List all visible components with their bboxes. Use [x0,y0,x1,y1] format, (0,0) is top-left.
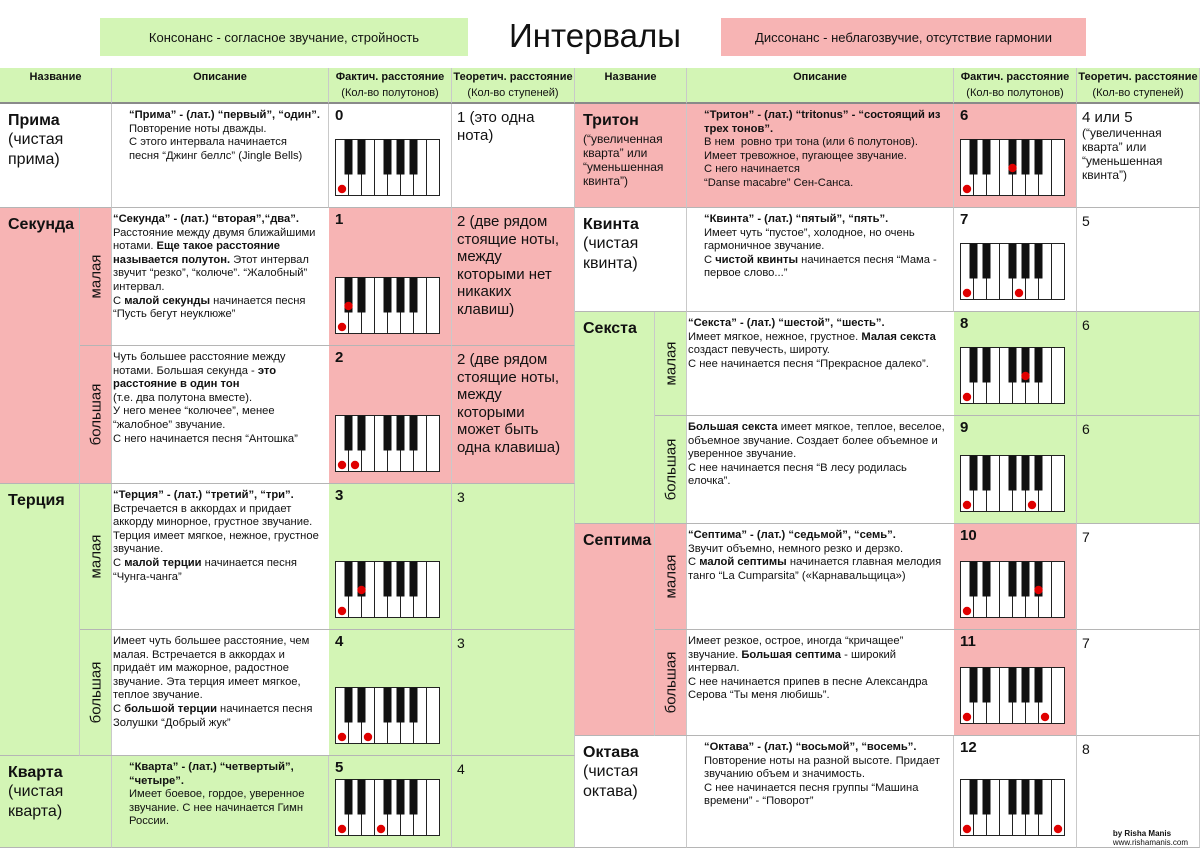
note-dot [338,461,346,469]
note-dot [1021,372,1029,380]
note-dot [338,185,346,193]
kvinta-steps: 5 [1082,213,1090,229]
black-key [384,780,392,815]
consonance-legend [100,18,468,56]
white-key [1052,668,1065,724]
right-header-theo [1077,68,1200,104]
left-header-theo [452,68,575,104]
oktava-title: Октава [583,744,639,761]
note-dot [351,461,359,469]
tercia-major-description: Имеет чуть большее расстояние, чем малая. Встречается в аккордах и придаёт им мажорное, радостное звучание. Эта терция имеет мягкое, теплое звучание. С большой терции начинается песня Золушки “Добрый жук” [80,630,329,756]
piano-keyboard [335,687,440,744]
black-key [1022,562,1030,597]
kvarta-piano-diagram [335,779,440,841]
page-title: Интервалы [509,17,681,54]
right-header-name [575,68,687,104]
white-key [427,140,440,196]
black-key [345,416,353,451]
black-key [397,278,405,313]
black-key [397,562,405,597]
minor-label-text: малая [662,554,679,599]
header-theo-text: Теоретич. расстояние [453,71,573,83]
black-key [970,244,978,279]
kvinta-semitones: 7 [960,211,969,228]
black-key [358,278,366,313]
septima-minor-steps: 7 [1082,529,1090,545]
seksta-major-description: Большая секста имеет мягкое, теплое, веселое, объемное звучание. Создает более объемное и уверенное звучание. С нее начинается песня “В лесу родилась елочка”. [655,416,954,524]
piano-keyboard [335,415,440,472]
note-dot [1041,713,1049,721]
kvinta-subtitle: (чистая квинта) [583,235,639,272]
note-dot [364,733,372,741]
black-key [397,780,405,815]
kvinta-piano-diagram [960,243,1065,305]
white-key [1052,140,1065,196]
major-label-text: большая [662,438,680,501]
sekunda-major-steps: 2 (две рядом стоящие ноты, между которыми может быть одна клавиша) [457,351,561,456]
seksta-minor-piano-diagram [960,347,1065,409]
kvarta-title: Кварта [8,764,63,781]
sekunda-major-piano-diagram [335,415,440,477]
piano-keyboard [335,561,440,618]
black-key [983,140,991,175]
prima-semitones: 0 [335,107,344,124]
black-key [970,780,978,815]
triton-piano-diagram [960,139,1065,201]
white-key [1052,244,1065,300]
black-key [410,278,418,313]
row-triton-fact [954,104,1077,208]
row-prima-description [112,104,329,208]
tercia-major-theo [452,630,575,756]
black-key [358,416,366,451]
row-oktava-name [575,736,687,848]
minor-label-text: малая [87,534,104,579]
tercia-minor-steps: 3 [457,489,465,505]
black-key [1035,668,1043,703]
note-dot [357,586,365,594]
note-dot [344,302,352,310]
tercia-major-piano-diagram [335,687,440,749]
note-dot [963,607,971,615]
black-key [410,688,418,723]
septima-minor-semitones: 10 [960,527,977,544]
row-kvarta-fact [329,756,452,848]
septima-minor-fact [954,524,1077,630]
seksta-major-fact [954,416,1077,524]
tercia-major-fact [329,630,452,756]
left-header-fact [329,68,452,104]
piano-keyboard [960,243,1065,300]
septima-major-description: Имеет резкое, острое, иногда “кричащее” звучание. Большая септима - широкий интервал. С нее начинается припев в песне Александра Серова “Ты меня любишь”. [655,630,954,736]
row-triton-theo [1077,104,1200,208]
consonance-legend-text: Консонанс - согласное звучание, стройность [148,29,420,45]
piano-keyboard [335,139,440,196]
black-key [384,688,392,723]
piano-keyboard [960,779,1065,836]
row-kvarta-description: “Кварта” - (лат.) “четвертый”, “четыре”. Имеет боевое, гордое, уверенное звучание. С нее начинается Гимн России. [112,756,329,848]
note-dot [377,825,385,833]
black-key [358,688,366,723]
black-key [384,562,392,597]
row-septima-name [575,524,655,736]
black-key [1035,140,1043,175]
row-kvinta-theo [1077,208,1200,312]
dissonance-legend-text: Диссонанс - неблагозвучие, отсутствие гармонии [755,29,1052,45]
white-key [427,780,440,836]
seksta-minor-steps: 6 [1082,317,1090,333]
black-key [397,416,405,451]
header-name-text: Название [29,71,82,83]
black-key [1022,244,1030,279]
tercia-major-semitones: 4 [335,633,344,650]
sekunda-minor-fact [329,208,452,346]
piano-keyboard [335,779,440,836]
black-key [970,140,978,175]
row-oktava-fact [954,736,1077,848]
black-key [983,668,991,703]
white-key [427,562,440,618]
black-key [1022,140,1030,175]
black-key [384,278,392,313]
oktava-piano-diagram [960,779,1065,841]
credit [1113,829,1188,847]
black-key [983,348,991,383]
septima-major-fact [954,630,1077,736]
header-description-text: Описание [193,71,247,83]
sekunda-major-semitones: 2 [335,349,344,366]
note-dot [338,323,346,331]
note-dot [1008,164,1016,172]
piano-keyboard [960,347,1065,404]
header-fact-sub: (Кол-во полутонов) [966,87,1064,99]
header-fact-text: Фактич. расстояние [335,71,445,83]
minor-label-text: малая [87,254,104,299]
kvarta-steps: 4 [457,761,465,777]
note-dot [1028,501,1036,509]
row-kvinta-description: “Квинта” - (лат.) “пятый”, “пять”. Имеет чуть “пустое”, холодное, но очень гармоничное звучание. С чистой квинты начинается песня “Мама - первое слово...” [687,208,954,312]
major-label-text: большая [87,661,105,724]
row-oktava-description: “Октава” - (лат.) “восьмой”, “восемь”. Повторение ноты на разной высоте. Придает звучанию объем и значимость. С нее начинается песня группы “Машина времени” - “Поворот” [687,736,954,848]
tercia-minor-piano-diagram [335,561,440,623]
septima-minor-theo [1077,524,1200,630]
black-key [1009,668,1017,703]
black-key [1022,456,1030,491]
kvarta-semitones: 5 [335,759,344,776]
prima-desc-line: “Прима” - (лат.) “первый”, “один”. [129,109,320,121]
white-key [1052,562,1065,618]
seksta-minor-description: “Секста” - (лат.) “шестой”, “шесть”. Имеет мягкое, нежное, грустное. Малая секста создаст певучесть, широту. С нее начинается песня “Прекрасное далеко”. [655,312,954,416]
black-key [983,562,991,597]
sekunda-minor-piano-diagram [335,277,440,339]
oktava-subtitle: (чистая октава) [583,763,639,800]
seksta-minor-theo [1077,312,1200,416]
prima-piano-diagram [335,139,440,201]
seksta-minor-fact [954,312,1077,416]
note-dot [1015,289,1023,297]
row-prima-name [0,104,112,208]
credit-author: by Risha Manis [1112,829,1172,838]
septima-major-semitones: 11 [960,633,976,650]
dissonance-legend [721,18,1086,56]
black-key [1009,348,1017,383]
piano-keyboard [960,455,1065,512]
row-kvarta-theo [452,756,575,848]
tercia-minor-theo [452,484,575,630]
right-header-description [687,68,954,104]
header-name-text: Название [604,71,657,83]
white-key [1052,348,1065,404]
tercia-major-steps: 3 [457,635,465,651]
row-kvarta-name [0,756,112,848]
oktava-semitones: 12 [960,739,977,756]
sekunda-minor-steps: 2 (две рядом стоящие ноты, между которыми нет никаких клавиш) [457,213,560,318]
row-prima-theo [452,104,575,208]
black-key [1035,348,1043,383]
black-key [345,562,353,597]
black-key [384,416,392,451]
header-theo-sub: (Кол-во ступеней) [467,87,559,99]
black-key [358,140,366,175]
note-dot [338,825,346,833]
triton-subtitle: (“увеличенная кварта” или “уменьшенная квинта”) [583,132,664,188]
seksta-major-steps: 6 [1082,421,1090,437]
black-key [345,780,353,815]
septima-title: Септима [583,532,652,549]
row-kvinta-name [575,208,687,312]
piano-keyboard [960,139,1065,196]
kvarta-subtitle: (чистая кварта) [8,783,64,820]
black-key [358,780,366,815]
tercia-minor-semitones: 3 [335,487,344,504]
black-key [397,140,405,175]
black-key [410,562,418,597]
sekunda-minor-description: “Секунда” - (лат.) “вторая”,“два”. Расстояние между двумя ближайшими нотами. Еще такое расстояние называется полутон. Этот интервал звучит “резко”, “колючe”. “Жалобный” интервал. С малой секунды начинается песня “Пусть бегут неуклюже” [80,208,329,346]
note-dot [963,393,971,401]
black-key [345,688,353,723]
header-description-text: Описание [793,71,847,83]
major-label-text: большая [662,651,680,714]
row-tercia-name [0,484,80,756]
black-key [983,244,991,279]
triton-steps-note: (“увеличенная кварта” или “уменьшенная квинта”) [1082,126,1163,182]
sekunda-major-description: Чуть большее расстояние между нотами. Большая секунда - это расстояние в один тон (т.е. два полутона вместе). У него менее “колючее”, менее “жалобное” звучание. С него начинается песня “Антошка” [80,346,329,484]
black-key [345,140,353,175]
oktava-steps: 8 [1082,741,1090,757]
black-key [1009,780,1017,815]
note-dot [1034,586,1042,594]
piano-keyboard [960,561,1065,618]
row-prima-fact [329,104,452,208]
septima-major-piano-diagram [960,667,1065,729]
white-key [427,688,440,744]
sekunda-major-theo [452,346,575,484]
black-key [1035,456,1043,491]
note-dot [963,825,971,833]
seksta-major-theo [1077,416,1200,524]
black-key [1009,562,1017,597]
prima-steps: 1 (это одна нота) [457,109,535,144]
black-key [970,456,978,491]
black-key [1022,780,1030,815]
row-triton-name [575,104,687,208]
white-key [427,416,440,472]
note-dot [963,501,971,509]
seksta-title: Секста [583,320,637,337]
septima-minor-description: “Септима” - (лат.) “седьмой”, “семь”. Звучит объемно, немного резко и дерзко. С малой септимы начинается главная мелодия танго “La Cumparsita” («Карнавальщица») [655,524,954,630]
black-key [410,140,418,175]
note-dot [963,185,971,193]
seksta-major-semitones: 9 [960,419,969,436]
row-seksta-name [575,312,655,524]
sekunda-major-fact [329,346,452,484]
right-header-fact [954,68,1077,104]
tercia-minor-fact [329,484,452,630]
triton-semitones: 6 [960,107,969,124]
black-key [1022,668,1030,703]
note-dot [963,289,971,297]
minor-label-text: малая [662,341,679,386]
black-key [1009,456,1017,491]
prima-title: Прима [8,112,60,129]
header-theo-text: Теоретич. расстояние [1078,71,1198,83]
note-dot [1054,825,1062,833]
black-key [397,688,405,723]
note-dot [963,713,971,721]
black-key [1035,780,1043,815]
left-header-description [112,68,329,104]
tercia-title: Терция [8,492,65,509]
piano-keyboard [960,667,1065,724]
header-fact-text: Фактич. расстояние [960,71,1070,83]
black-key [983,456,991,491]
row-kvinta-fact [954,208,1077,312]
major-label-text: большая [87,383,105,446]
septima-major-steps: 7 [1082,635,1090,651]
septima-major-theo [1077,630,1200,736]
note-dot [338,607,346,615]
triton-steps: 4 или 5 [1082,109,1133,126]
black-key [1009,244,1017,279]
header-fact-sub: (Кол-во полутонов) [341,87,439,99]
sekunda-minor-theo [452,208,575,346]
black-key [970,668,978,703]
black-key [410,780,418,815]
tercia-minor-description: “Терция” - (лат.) “третий”, “три”. Встречается в аккордах и придает аккорду минорное, грустное звучание. Терция имеет мягкое, нежное, грустное звучание. С малой терции начинается песня “Чунга-чанга” [80,484,329,630]
triton-title: Тритон [583,112,639,129]
prima-desc-line: Повторение ноты дважды. [129,122,267,135]
header-theo-sub: (Кол-во ступеней) [1092,87,1184,99]
credit-site: www.rishamanis.com [1112,838,1188,847]
seksta-minor-semitones: 8 [960,315,969,332]
note-dot [338,733,346,741]
row-sekunda-name [0,208,80,484]
white-key [1052,456,1065,512]
prima-subtitle: (чистая прима) [8,131,64,168]
septima-minor-piano-diagram [960,561,1065,623]
black-key [1035,244,1043,279]
seksta-major-piano-diagram [960,455,1065,517]
left-header-name [0,68,112,104]
black-key [410,416,418,451]
white-key [427,278,440,334]
sekunda-minor-semitones: 1 [335,211,344,228]
black-key [970,348,978,383]
row-triton-description: “Тритон” - (лат.) “tritonus” - “состоящий из трех тонов”. В нем ровно три тона (или 6 полутонов). Имеет тревожное, пугающее звучание. С него начинается “Danse macabre” Сен-Санса. [687,104,954,208]
black-key [384,140,392,175]
piano-keyboard [335,277,440,334]
black-key [970,562,978,597]
sekunda-title: Секунда [8,216,75,233]
prima-desc-line: С этого интервала начинается песня “Джинг беллс” (Jingle Bells) [129,136,303,162]
black-key [983,780,991,815]
kvinta-title: Квинта [583,216,639,233]
